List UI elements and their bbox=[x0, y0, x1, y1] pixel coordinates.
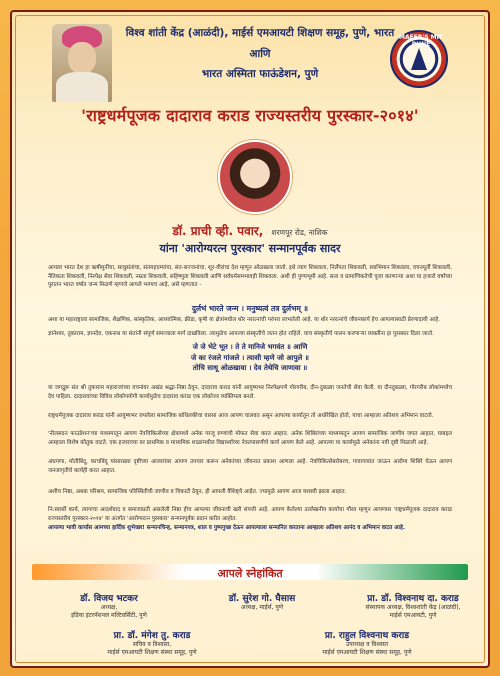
body-paragraph-4: या जगद्गुरू संत श्री तुकाराम महाराजांच्या वचनांवर अखंड श्रद्धा-निष्ठा ठेवून, दादाराव कराड यांनी आयुष्यभर निरपेक्षपणे गोरगरीब, दीन-दुबळ्या जनतेची सेवा केली. या दीनदुबळ्या, गोरगरीब लोकांमध्येच देव पाहिला. दादारावांच्या विविध लोकोपयोगी कार्यामुळेच दादाराव कराड एक लोकोत्तर व्यक्तिमत्व बनले. bbox=[48, 385, 452, 400]
signatory-name: डॉ. विजय भटकर bbox=[80, 594, 138, 604]
award-title: 'राष्ट्रधर्मपूजक दादाराव कराड राज्यस्तरीय पुरस्कार-२०१४' bbox=[81, 106, 419, 125]
body-paragraph-3: ज्ञानेश्वर, तुकाराम, ज्ञानदेव, एकनाथ या संतांनी संपूर्ण समाजाला मार्ग दाखविला. त्यामुळेच आपल्या संस्कृतीचे जतन होत राहिले. याच संस्कृतीचे पालन करणाऱ्या व्यक्तींना हा पुरस्कार दिला जातो. bbox=[48, 331, 434, 337]
poem-line-2: जे का रंजले गांजले । त्यासी म्हणे जो आपुले ॥ bbox=[191, 353, 309, 362]
footer-title: आपले स्नेहांकित bbox=[217, 567, 283, 580]
certificate-frame bbox=[10, 10, 490, 668]
signatory bbox=[338, 591, 488, 620]
body-paragraph-8: अशीच निष्ठा, अथक परिश्रम, सामाजिक परिस्थितीची जाणीव व चिकाटी ठेवून, ही आपली वैशिष्ट्ये आहेत. ज्यामुळे आपण आज यशस्वी झाला आहात. bbox=[48, 489, 347, 495]
mit-logo bbox=[390, 30, 448, 88]
signatory bbox=[262, 628, 472, 657]
body-paragraph-7: अंधपणा, मोतीबिंदू, काचबिंदू यांसारख्या दृष्टीच्या आजारांवर आपण उपचार करून अनेकांच्या जीवनात प्रकाश आणला आहे. नेत्रचिकित्सेबरोबरच, गावागावांत जाऊन आरोग्य शिबिरे घेऊन आपण जनजागृतीचे कार्यही करत आहात. bbox=[48, 459, 452, 474]
poem-line-1: जे जे भेटे भूत । ते ते मानिजे भगवंत ॥ आणि bbox=[192, 343, 308, 351]
signatory bbox=[192, 591, 332, 612]
signatory-role: अध्यक्ष, bbox=[100, 604, 118, 611]
body-paragraph-5: राष्ट्रधर्मपूजक दादाराव कराड यांनी आयुष्यभर जपलेला सामाजिक बांधिलकीचा वारसा आज आपण चालवत असून आपल्या कार्यातून तो अधोरेखित होतो, याचा आम्हाला अतिशय अभिमान वाटतो. bbox=[48, 413, 434, 419]
logo-text: MAEER'S MIT PUNE bbox=[399, 34, 443, 48]
signatory-role: संस्थापक अध्यक्ष, विश्वशांती केंद्र (आळंदी), bbox=[365, 604, 461, 611]
awardee-photo bbox=[218, 140, 292, 214]
signatory-role: उपाध्यक्ष व विश्वस्त bbox=[346, 641, 388, 648]
signatory-name: डॉ. सुरेश गो. घैसास bbox=[228, 594, 296, 604]
signatory-role: सचिव व विश्वस्त, bbox=[132, 641, 172, 648]
signatory-org: इंडिया इंटरनॅशनल मल्टिवर्सिटी, पुणे bbox=[71, 612, 147, 619]
header-line-2: आणि bbox=[249, 48, 271, 60]
body-paragraph-9: नि:स्वार्थी कार्य, त्यागाचा आदर्शवाद व समाजाप्रती असलेली निष्ठा हीच आपल्या जीवनाची खरी संपत्ती आहे. आपण केलेल्या उल्लेखनीय कार्याचा गौरव म्हणून आपणास 'राष्ट्रधर्मपूजक दादाराव कराड राज्यस्तरीय पुरस्कार-२०१४' या अंतर्गत 'आरोग्यरत्न पुरस्कार' सन्मानपूर्वक प्रदान करीत आहोत. bbox=[48, 507, 452, 522]
signatory-name: प्रा. राहुल विश्वनाथ कराड bbox=[324, 631, 410, 641]
body-paragraph-1: आपला भारत देश हा ऋषीमुनींचा, साधुसंतांचा, संतमहात्म्यांचा, संत-सज्जनांचा, शूर-वीरांचा देश म्हणून ओळखला जातो. इथे त्याग शिकवला, निर्लेपता शिकवली, स्वाभिमान शिकवला, वचनपूर्ती शिकवली, नैतिकता शिकवली, निरपेक्ष सेवा शिकवली, नम्रता शिकवली, सहिष्णुता शिकवली आणि सर्वधर्मसमभावही शिकवला. अशी ही पुण्यभूमी आहे. सत्य व प्रामाणिकतेची पूजा करणाऱ्या अशा या हजारो वर्षांच्या पुरातन भारत वर्षात जन्म मिळणे म्हणजे आपले भाग्यच आहे, असे म्हणतात - bbox=[48, 265, 452, 289]
signatory-name: प्रा. डॉ. विश्वनाथ दा. कराड bbox=[367, 594, 459, 604]
body-paragraph-2: अशा या महाराष्ट्राला सामाजिक, शैक्षणिक, सांस्कृतिक, आध्यात्मिक, क्रीडा, कृषी या क्षेत्रांमधील थोर नररत्नांची परंपरा लाभलेली आहे. या थोर नररत्नांचे जीवनकार्य हेच आपल्यासाठी प्रेरणादायी आहे. bbox=[48, 317, 440, 323]
signatory-org: माईर्स एमआयटी शिक्षण संस्था समूह, पुणे bbox=[322, 649, 412, 656]
founder-portrait bbox=[52, 24, 112, 102]
signatory-name: प्रा. डॉ. मंगेश तु. कराड bbox=[113, 631, 191, 641]
awardee-name-line bbox=[12, 222, 488, 239]
body-paragraph-6: 'नीलसदन फाउंडेशन'च्या माध्यमातून आपण नेत्रचिकित्सेच्या क्षेत्रामध्ये अनेक गरजू रुग्णांची मोफत सेवा करत आहात. अनेक शिबिरांच्या माध्यमातून आपण सामाजिक जाणीव जपत आहात, याबद्दल आम्हाला विशेष कौतुक वाटते. एक हजाराच्या वर प्राथमिक व माध्यमिक शाळांमधील विद्यार्थ्यांच्या नेत्रतपासणीचे कार्य आपण केले आहे. आपल्या या कार्यामुळे अनेकांना नवी दृष्टी मिळाली आहे. bbox=[48, 431, 452, 446]
header-line-1: विश्व शांती केंद्र (आळंदी), माईर्स एमआयटी शिक्षण समूह, पुणे, भारत bbox=[125, 27, 395, 39]
awardee-name: डॉ. प्राची व्ही. पवार, bbox=[172, 224, 264, 238]
award-line: यांना 'आरोग्यरत्न पुरस्कार' सन्मानपूर्वक सादर bbox=[159, 242, 341, 255]
poem-line-3: तोचि साधू ओळखावा । देव तेथेचि जाणावा ॥ bbox=[192, 364, 308, 372]
header-line-3: भारत अस्मिता फाऊंडेशन, पुणे bbox=[201, 68, 319, 80]
signatory bbox=[34, 591, 184, 620]
signatory bbox=[52, 628, 252, 657]
awardee-place: शरणपूर रोड, नाशिक bbox=[271, 228, 328, 237]
sanskrit-verse: दुर्लभं भारते जन्म । मनुष्यत्वं तत्र दुर्लभम् ॥ bbox=[191, 304, 308, 313]
signatory-role: अध्यक्ष, माईर्स, पुणे bbox=[240, 604, 284, 611]
signatory-org: माईर्स एमआयटी, पुणे bbox=[389, 612, 437, 619]
abhang-poem bbox=[12, 342, 488, 374]
body-paragraph-10: आपल्या भावी कार्यास आमच्या हार्दिक शुभेच्छा! सन्मानचिन्ह, सन्मानपत्र, शाल व पुष्पगुच्छ देऊन आपल्याला सन्मानित करताना आम्हाला अतिशय आनंद व अभिमान वाटत आहे. bbox=[48, 525, 406, 531]
signatory-org: माईर्स एमआयटी शिक्षण संस्था समूह, पुणे bbox=[107, 649, 197, 656]
